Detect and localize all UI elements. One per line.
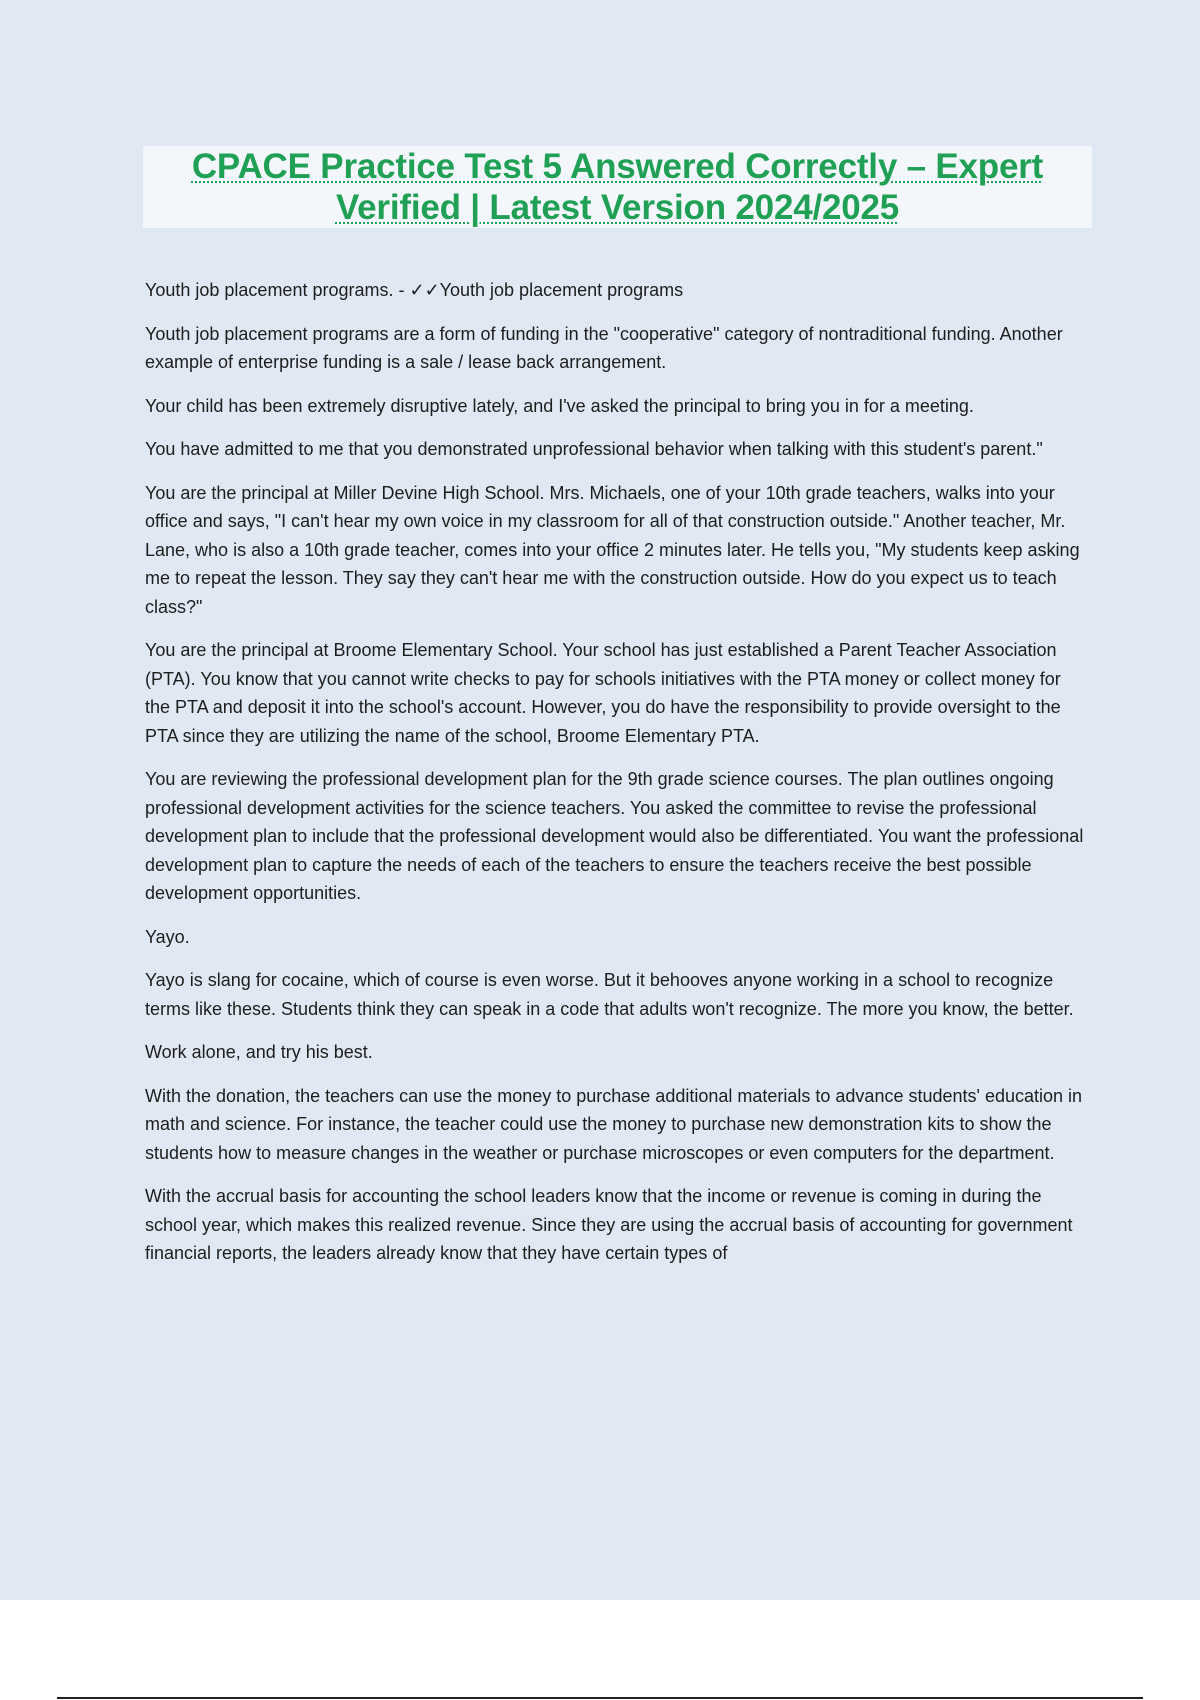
paragraph: With the accrual basis for accounting the school leaders know that the income or revenue is coming in during the school year, which makes this realized revenue. Since they are using the accrual basis of accounting for government financial reports, the leaders already know that they have certain types of [145, 1186, 1073, 1263]
paragraph: With the donation, the teachers can use the money to purchase additional materials to advance students' education in math and science. For instance, the teacher could use the money to purchase new demonstration kits to show the students how to measure changes in the weather or purchase microscopes or even computers for the department. [145, 1085, 1083, 1163]
paragraph: Yayo. [145, 926, 190, 947]
paragraph: Yayo is slang for cocaine, which of course is even worse. But it behooves anyone working in a school to recognize terms like these. Students think they can speak in a code that adults won't recognize. The more you know, the better. [145, 970, 1074, 1019]
title-line-1: CPACE Practice Test 5 Answered Correctly – Expert [191, 147, 1044, 186]
paragraph: Your child has been extremely disruptive lately, and I've asked the principal to bring you in for a meeting. [145, 395, 974, 416]
paragraph: Work alone, and try his best. [145, 1042, 373, 1062]
title-line-2: Verified | Latest Version 2024/2025 [335, 188, 900, 227]
paragraph: You are reviewing the professional development plan for the 9th grade science courses. The plan outlines ongoing professional development activities for the science teachers. You asked the committee to revise the professional development plan to include that the professional development would also be differentiated. You want the professional development plan to capture the needs of each of the teachers to ensure the teachers receive the best possible development opportunities. [145, 769, 1084, 903]
paragraph: You have admitted to me that you demonstrated unprofessional behavior when talking with this student's parent." [145, 439, 1043, 459]
paragraph: Youth job placement programs. - ✓✓Youth job placement programs [145, 280, 684, 300]
document-body [145, 276, 1090, 1283]
paragraph: Youth job placement programs are a form of funding in the "cooperative" category of nontraditional funding. Another example of enterprise funding is a sale / lease back arrangement. [145, 323, 1063, 372]
title-banner [143, 146, 1092, 228]
footer-rule [57, 1697, 1143, 1699]
paragraph: You are the principal at Miller Devine High School. Mrs. Michaels, one of your 10th grade teachers, walks into your office and says, "I can't hear my own voice in my classroom for all of that construction outside." Another teacher, Mr. Lane, who is also a 10th grade teacher, comes into your office 2 minutes later. He tells you, "My students keep asking me to repeat the lesson. They say they can't hear me with the construction outside. How do you expect us to teach class?" [145, 482, 1080, 617]
paragraph: You are the principal at Broome Elementary School. Your school has just established a Parent Teacher Association (PTA). You know that you cannot write checks to pay for schools initiatives with the PTA money or collect money for the PTA and deposit it into the school's account. However, you do have the responsibility to provide oversight to the PTA since they are utilizing the name of the school, Broome Elementary PTA. [145, 640, 1061, 746]
